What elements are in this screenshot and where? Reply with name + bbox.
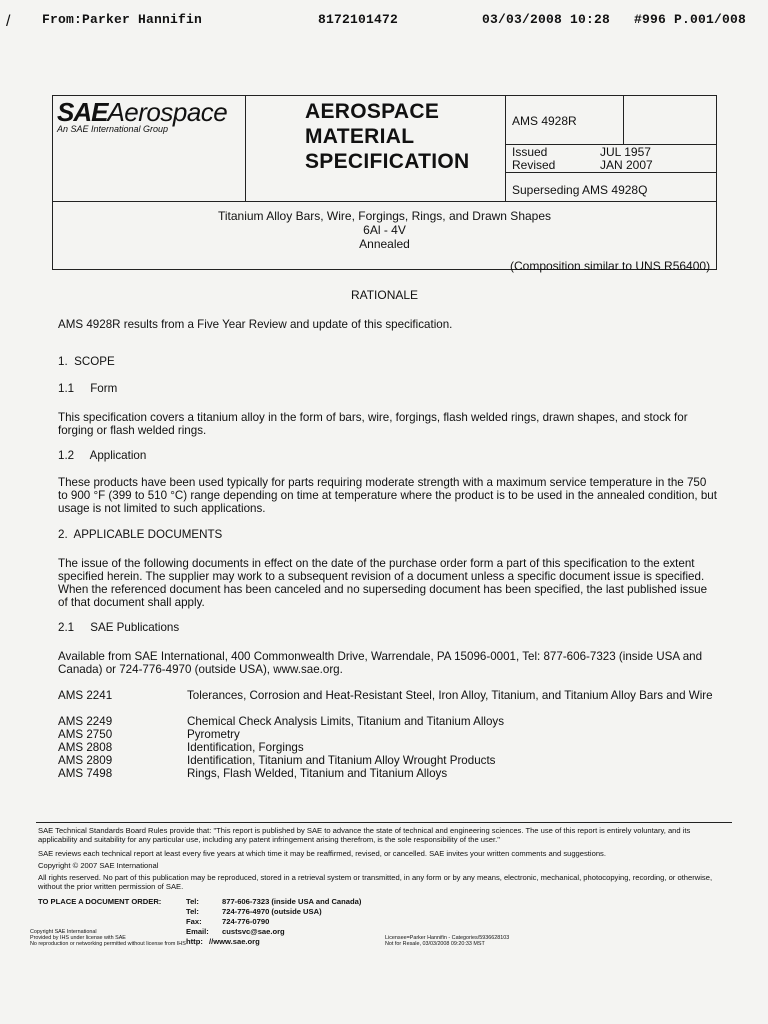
ref-code: AMS 7498 [58, 767, 113, 780]
revised-date: JAN 2007 [600, 158, 653, 172]
ihs-notice-line: Copyright SAE International [30, 929, 97, 935]
logo-sae: SAE [57, 97, 108, 127]
header-divider-right [505, 96, 506, 201]
ref-code: AMS 2809 [58, 754, 113, 767]
order-line-value: 724-776-4970 (outside USA) [222, 907, 322, 916]
ref-code: AMS 2750 [58, 728, 113, 741]
order-line-label: Tel: [186, 897, 199, 906]
ref-title: Chemical Check Analysis Limits, Titanium and Titanium Alloys [187, 715, 505, 728]
licensee-line: Licensee=Parker Hannifin - Categories/5936628103 [385, 935, 510, 941]
issued-date: JUL 1957 [600, 145, 651, 159]
title-line-1: AEROSPACE [305, 100, 440, 123]
footer-policy: SAE Technical Standards Board Rules provide that: "This report is published by SAE to advance the state of technical and engineering sciences. The use of this report is entirely voluntary, and its applicability and suitability for any particular use, including any patent infringement arising therefrom, is the sole responsibility of the user." [38, 826, 691, 844]
rationale-heading: RATIONALE [350, 288, 419, 302]
header-rule-dates [505, 172, 717, 173]
application-heading: 1.2 Application [58, 449, 147, 462]
order-line-value: //www.sae.org [209, 937, 260, 946]
ref-code: AMS 2241 [58, 689, 113, 702]
title-line-2: MATERIAL [305, 125, 415, 148]
header-rule-title [53, 201, 716, 202]
footer-review: SAE reviews each technical report at least every five years at which time it may be reaffirmed, revised, or cancelled. SAE invites your written comments and suggestions. [38, 849, 606, 858]
order-label: TO PLACE A DOCUMENT ORDER: [38, 897, 162, 906]
ref-title: Identification, Forgings [187, 741, 304, 754]
condition: Annealed [359, 237, 410, 251]
order-line-label: Email: [186, 927, 209, 936]
ref-title: Identification, Titanium and Titanium Alloy Wrought Products [187, 754, 496, 767]
form-text: This specification covers a titanium alloy in the form of bars, wire, forgings, flash welded rings, drawn shapes, and stock for forging or flash welded rings. [58, 411, 688, 437]
product-title: Titanium Alloy Bars, Wire, Forgings, Rings, and Drawn Shapes [217, 209, 552, 223]
footer-rule [36, 822, 732, 823]
header-divider-number [623, 96, 624, 144]
application-text: These products have been used typically for parts requiring moderate strength with a maximum service temperature in the 750 to 900 °F (399 to 510 °C) range depending on time at temperature where the product is to be used in the annealed condition, but usage is not limited to such applications. [58, 476, 717, 515]
fax-from: From:Parker Hannifin [42, 12, 203, 27]
ref-code: AMS 2249 [58, 715, 113, 728]
footer-copyright: Copyright © 2007 SAE International [38, 861, 159, 870]
alloy: 6Al - 4V [363, 223, 406, 237]
rationale-text: AMS 4928R results from a Five Year Review and update of this specification. [58, 318, 453, 331]
footer-rights: All rights reserved. No part of this publication may be reproduced, stored in a retrieval system or transmitted, in any form or by any means, electronic, mechanical, photocopying, recording, or otherwise, without the prior written permission of SAE. [38, 873, 713, 891]
ref-title: Tolerances, Corrosion and Heat-Resistant Steel, Iron Alloy, Titanium, and Titanium Alloy Bars and Wire [187, 689, 713, 702]
title-line-3: SPECIFICATION [305, 150, 470, 173]
licensee-line: Not for Resale, 03/03/2008 09:20:33 MST [385, 941, 485, 947]
order-line-value: 877-606-7323 (inside USA and Canada) [222, 897, 362, 906]
ihs-notice-line: Provided by IHS under license with SAE [30, 935, 126, 941]
ref-title: Rings, Flash Welded, Titanium and Titanium Alloys [187, 767, 448, 780]
order-line-label: Fax: [186, 917, 202, 926]
issued-label: Issued [512, 145, 548, 159]
logo-subtitle: An SAE International Group [57, 124, 169, 134]
scope-heading: 1. SCOPE [58, 355, 115, 368]
ihs-notice-line: No reproduction or networking permitted without license from IHS [30, 941, 186, 947]
fax-datetime: 03/03/2008 10:28 [482, 12, 611, 27]
applicable-heading: 2. APPLICABLE DOCUMENTS [58, 528, 223, 541]
fax-phone: 8172101472 [318, 12, 399, 27]
fax-page: #996 P.001/008 [634, 12, 747, 27]
ref-title: Pyrometry [187, 728, 240, 741]
fax-mark-icon: / [6, 13, 11, 30]
composition-note: (Composition similar to UNS R56400) [510, 259, 711, 273]
superseding: Superseding AMS 4928Q [512, 183, 648, 197]
ref-code: AMS 2808 [58, 741, 113, 754]
sae-pubs-text: Available from SAE International, 400 Commonwealth Drive, Warrendale, PA 15096-0001, Tel: 877-606-7323 (inside USA and Canada) or 724-776-4970 (outside USA), www.sae.org. [58, 650, 703, 676]
order-line-label: http: [186, 937, 203, 946]
order-line-label: Tel: [186, 907, 199, 916]
spec-number: AMS 4928R [512, 114, 577, 128]
logo-aerospace: Aerospace [107, 97, 228, 127]
form-heading: 1.1 Form [58, 382, 118, 395]
order-line-value: custsvc@sae.org [222, 927, 285, 936]
sae-pubs-heading: 2.1 SAE Publications [58, 621, 180, 634]
applicable-text: The issue of the following documents in effect on the date of the purchase order form a part of this specification to the extent specified herein. The supplier may work to a subsequent revision of a document unless a specific document issue is specified. When the referenced document has been canceled and no superseding document has been specified, the last published issue of that document shall apply. [58, 557, 708, 609]
revised-label: Revised [512, 158, 556, 172]
order-line-value: 724-776-0790 [222, 917, 270, 926]
header-divider-left [245, 96, 246, 201]
